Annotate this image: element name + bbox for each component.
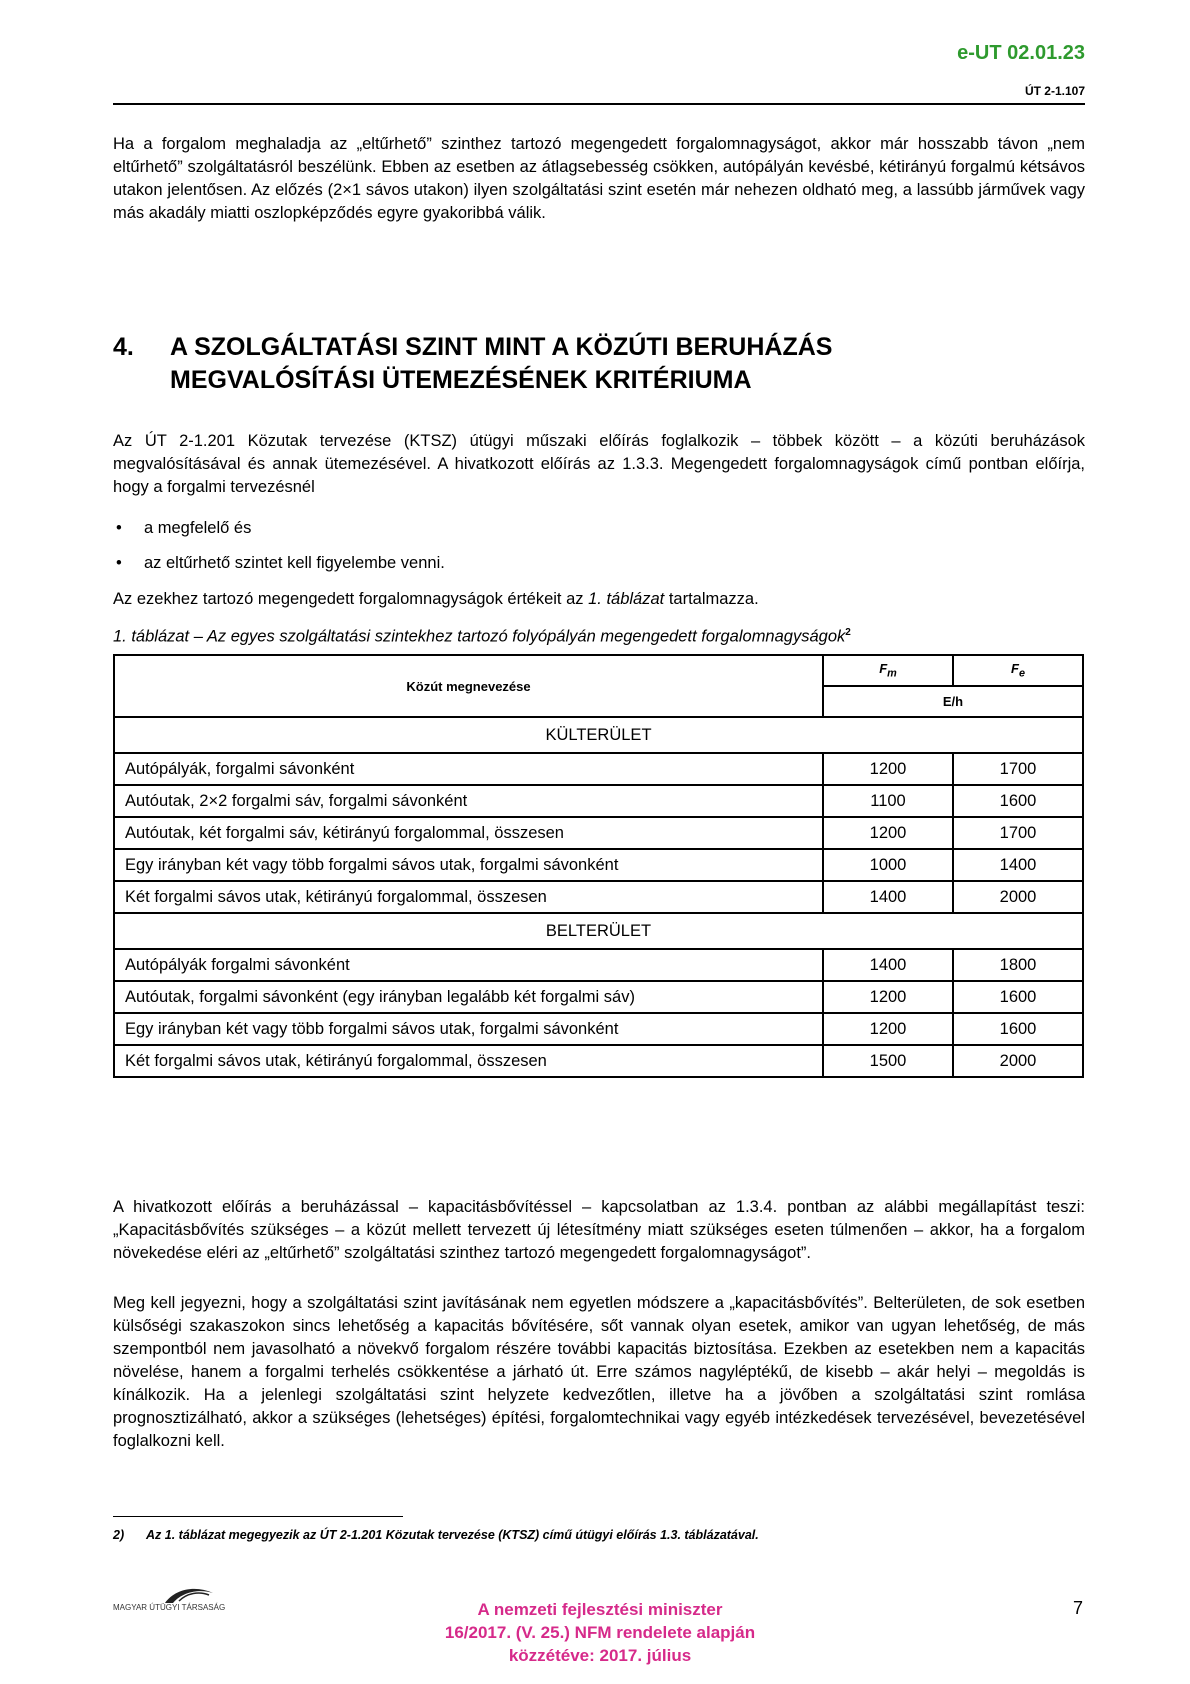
table-caption-text: 1. táblázat – Az egyes szolgáltatási szintekhez tartozó folyópályán megengedett forgalomnagyságok <box>113 627 846 646</box>
column-header-fe <box>953 655 1083 686</box>
document-subcode: ÚT 2-1.107 <box>1024 84 1085 98</box>
footnote-number: 2) <box>113 1528 125 1542</box>
road-name-cell: Autópályák, forgalmi sávonként <box>114 753 823 785</box>
section-title-line1: A SZOLGÁLTATÁSI SZINT MINT A KÖZÚTI BERUHÁZÁS <box>170 333 833 361</box>
road-name-cell: Egy irányban két vagy több forgalmi sávos utak, forgalmi sávonként <box>114 1013 823 1045</box>
fe-value-cell: 1600 <box>953 1013 1083 1045</box>
symbol-subscript: e <box>1018 667 1025 680</box>
fm-value-cell: 1400 <box>823 881 953 913</box>
footnote-marker: 2 <box>845 627 851 638</box>
fm-value-cell: 1200 <box>823 1013 953 1045</box>
table-row <box>114 817 1083 849</box>
fe-value-cell: 2000 <box>953 881 1083 913</box>
fm-value-cell: 1400 <box>823 949 953 981</box>
bullet-text: az eltűrhető szintet kell figyelembe venni. <box>144 554 445 572</box>
publisher-logo-text: MAGYAR ÚTÜGYI TÁRSASÁG <box>113 1603 226 1612</box>
paragraph-5: Meg kell jegyezni, hogy a szolgáltatási szint javításának nem egyetlen módszere a „kapacitásbővítés”. Belterületen, de sok esetben külsőségi szakaszokon sincs lehetőség a kapacitás bővítésére, sőt vannak olyan esetek, amikor van ugyan lehetőség, de más szempontból nem javasolható a növekvő forgalom részére további kapacitás biztosítása. Ezekben az esetekben nem a kapacitás növelése, hanem a forgalmi terhelés csökkentése a járható út. Erre számos nagyléptékű, de kisebb – akár helyi – megoldás is kínálkozik. Ha a jelenlegi szolgáltatási szint helyzete kedvezőtlen, illetve ha a jövőben a szolgáltatási szint romlása prognosztizálható, akkor a szükséges (lehetséges) építési, forgalomtechnikai vagy egyéb intézkedések tervezésével, bevezetésével foglalkozni kell. <box>113 1294 1085 1450</box>
symbol-letter: F <box>1011 661 1019 677</box>
group-label: BELTERÜLET <box>114 913 1083 949</box>
column-header-unit: E/h <box>823 686 1083 717</box>
footnote-text: Az 1. táblázat megegyezik az ÚT 2-1.201 Közutak tervezése (KTSZ) című útügyi előírás 1.3. táblázatával. <box>146 1528 759 1542</box>
road-name-cell: Autóutak, forgalmi sávonként (egy irányban legalább két forgalmi sáv) <box>114 981 823 1013</box>
footnote-rule <box>113 1516 403 1517</box>
fm-value-cell: 1200 <box>823 981 953 1013</box>
group-label: KÜLTERÜLET <box>114 717 1083 753</box>
table-row <box>114 1045 1083 1077</box>
fe-value-cell: 1800 <box>953 949 1083 981</box>
fm-value-cell: 1500 <box>823 1045 953 1077</box>
fm-value-cell: 1200 <box>823 753 953 785</box>
intro-paragraph: Ha a forgalom meghaladja az „eltűrhető” szinthez tartozó megengedett forgalomnagyságot, akkor már hosszabb távon „nem eltűrhető” szolgáltatásról beszélünk. Ebben az esetben az átlagsebesség csökken, autópályán kevésbé, kétirányú forgalmú kétsávos utakon jelentősen. Az előzés (2×1 sávos utakon) ilyen szolgáltatási szint esetén már nehezen oldható meg, a lassúbb járművek vagy más akadály miatti oszlopképződés egyre gyakoribbá válik. <box>113 135 1085 222</box>
fe-value-cell: 1600 <box>953 785 1083 817</box>
symbol-subscript: m <box>887 667 897 680</box>
table-group-row <box>114 913 1083 949</box>
fe-value-cell: 2000 <box>953 1045 1083 1077</box>
section-title <box>170 331 1070 397</box>
fe-value-cell: 1400 <box>953 849 1083 881</box>
table-row <box>114 849 1083 881</box>
table-row <box>114 785 1083 817</box>
document-code: e-UT 02.01.23 <box>957 42 1085 64</box>
paragraph-3-text: Az ezekhez tartozó megengedett forgalomnagyságok értékeit az <box>113 590 589 608</box>
bullet-dot-icon: • <box>116 519 122 537</box>
road-name-cell: Két forgalmi sávos utak, kétirányú forgalommal, összesen <box>114 1045 823 1077</box>
table-header-row <box>114 655 1083 686</box>
paragraph-2: Az ÚT 2-1.201 Közutak tervezése (KTSZ) útügyi műszaki előírás foglalkozik – többek között – a közúti beruházások megvalósításával és annak ütemezésével. A hivatkozott előírás az 1.3.3. Megengedett forgalomnagyságok című pontban előírja, hogy a forgalmi tervezésnél <box>113 432 1085 496</box>
table-row <box>114 753 1083 785</box>
fe-value-cell: 1700 <box>953 753 1083 785</box>
fm-value-cell: 1100 <box>823 785 953 817</box>
table-row <box>114 881 1083 913</box>
table-caption <box>113 627 851 647</box>
fe-value-cell: 1700 <box>953 817 1083 849</box>
fm-value-cell: 1200 <box>823 817 953 849</box>
section-number: 4. <box>113 333 134 361</box>
table-group-row <box>114 717 1083 753</box>
road-name-cell: Autóutak, 2×2 forgalmi sáv, forgalmi sávonként <box>114 785 823 817</box>
page-number: 7 <box>1072 1598 1083 1618</box>
table-row <box>114 949 1083 981</box>
table-reference: 1. táblázat <box>588 590 665 608</box>
publication-notice <box>390 1598 810 1667</box>
road-name-cell: Egy irányban két vagy több forgalmi sávos utak, forgalmi sávonként <box>114 849 823 881</box>
footnote <box>113 1528 759 1542</box>
paragraph-4: A hivatkozott előírás a beruházással – kapacitásbővítéssel – kapcsolatban az 1.3.4. pontban az alábbi megállapítást teszi: „Kapacitásbővítés szükséges – a közút mellett tervezett új létesítmény miatt szükséges eseten túlmenően – akkor, ha a forgalom növekedése eléri az „eltűrhető” szolgáltatási szinthez tartozó megengedett forgalomnagyságot”. <box>113 1198 1085 1262</box>
symbol-letter: F <box>879 661 888 677</box>
bullet-dot-icon: • <box>116 554 122 572</box>
column-header-fm <box>823 655 953 686</box>
road-name-cell: Két forgalmi sávos utak, kétirányú forgalommal, összesen <box>114 881 823 913</box>
column-header-road-name: Közút megnevezése <box>114 655 823 717</box>
publisher-logo <box>113 1583 263 1623</box>
fm-value-cell: 1000 <box>823 849 953 881</box>
paragraph-3-end: tartalmazza. <box>664 590 759 608</box>
paragraph-3 <box>113 588 1085 611</box>
header-rule <box>113 103 1085 105</box>
road-name-cell: Autóutak, két forgalmi sáv, kétirányú forgalommal, összesen <box>114 817 823 849</box>
publication-notice-line2: 16/2017. (V. 25.) NFM rendelete alapján <box>444 1623 756 1642</box>
traffic-volume-table <box>113 654 1084 1078</box>
publication-notice-line3: közzétéve: 2017. július <box>508 1646 692 1665</box>
table-row <box>114 981 1083 1013</box>
road-name-cell: Autópályák forgalmi sávonként <box>114 949 823 981</box>
section-title-line2: MEGVALÓSÍTÁSI ÜTEMEZÉSÉNEK KRITÉRIUMA <box>170 366 752 394</box>
fe-value-cell: 1600 <box>953 981 1083 1013</box>
table-row <box>114 1013 1083 1045</box>
publication-notice-line1: A nemzeti fejlesztési miniszter <box>477 1600 723 1619</box>
bullet-text: a megfelelő és <box>144 519 252 537</box>
